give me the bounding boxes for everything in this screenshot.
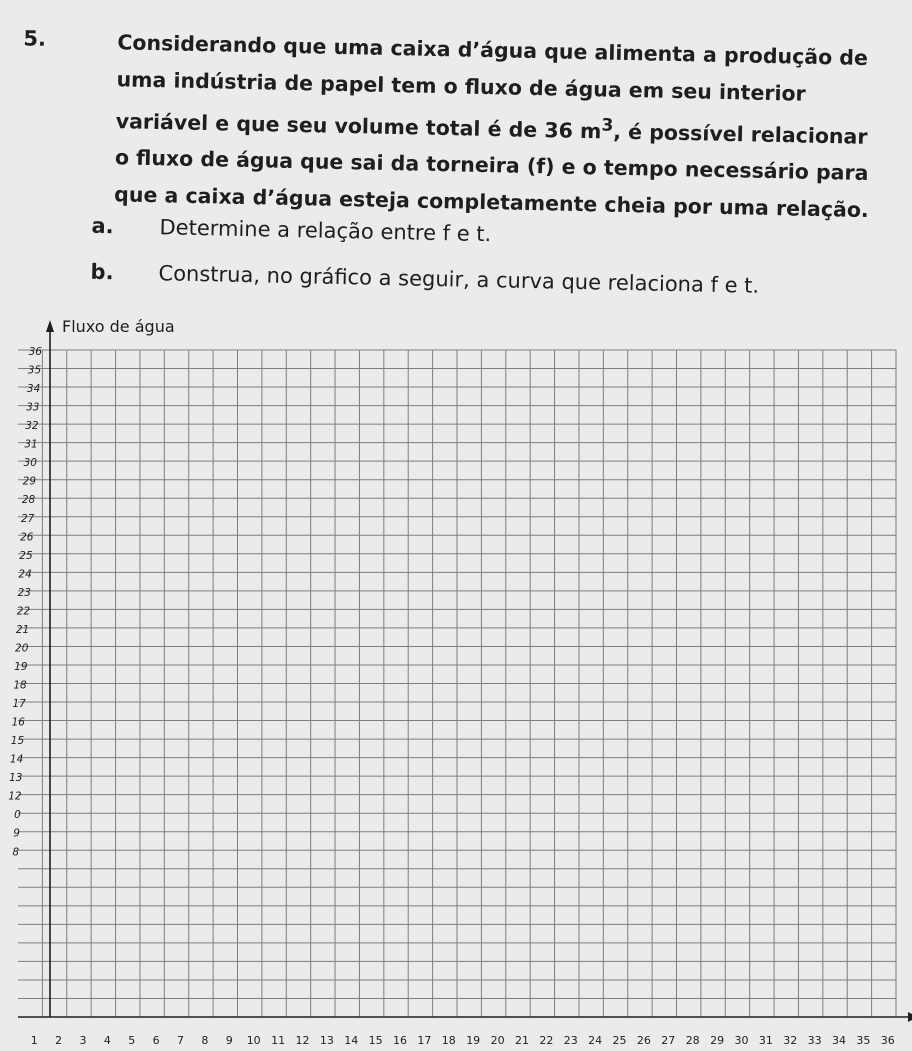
y-tick-label: 9 (13, 827, 20, 840)
y-tick-label: 17 (12, 698, 26, 711)
y-tick-label: 22 (16, 605, 31, 618)
y-axis-label: Fluxo de água (62, 317, 175, 336)
x-tick-label: 15 (368, 1034, 383, 1047)
y-tick-label: 12 (8, 790, 22, 803)
item-a-letter: a. (91, 213, 114, 239)
x-tick-label: 26 (636, 1034, 651, 1047)
y-tick-label: 34 (26, 383, 41, 396)
y-tick-label: 36 (28, 346, 42, 358)
x-tick-label: 16 (393, 1034, 408, 1047)
y-tick-label: 8 (12, 846, 20, 859)
x-tick-label: 22 (539, 1034, 554, 1047)
x-tick-label: 32 (783, 1034, 798, 1047)
y-tick-label: 24 (18, 568, 32, 581)
y-tick-label: 16 (11, 716, 25, 729)
y-tick-label: 15 (10, 735, 25, 748)
x-tick-label: 18 (441, 1034, 456, 1047)
x-tick-label: 28 (685, 1034, 700, 1047)
y-tick-label: 29 (22, 475, 37, 488)
y-tick-label: 19 (14, 660, 28, 673)
x-tick-label: 1 (30, 1034, 38, 1047)
x-tick-label: 24 (588, 1034, 603, 1047)
x-tick-label: 12 (295, 1034, 310, 1047)
x-tick-label: 34 (832, 1034, 847, 1047)
x-tick-label: 8 (201, 1034, 209, 1047)
y-tick-label: 30 (23, 457, 37, 470)
item-a-text: Determine a relação entre f e t. (159, 215, 492, 247)
y-tick-label: 27 (20, 512, 35, 525)
x-tick-label: 25 (612, 1034, 627, 1047)
x-tick-label: 35 (856, 1034, 871, 1047)
y-axis-arrow (46, 320, 54, 332)
x-tick-label: 27 (661, 1034, 676, 1047)
x-tick-label: 31 (758, 1034, 773, 1047)
question-number: 5. (23, 26, 47, 51)
x-tick-label: 36 (880, 1034, 895, 1047)
x-tick-label: 33 (807, 1034, 822, 1047)
y-tick-labels (8, 346, 42, 858)
y-tick-label: 32 (25, 420, 39, 433)
x-tick-label: 20 (490, 1034, 505, 1047)
x-tick-label: 10 (246, 1034, 261, 1047)
item-b-letter: b. (90, 259, 114, 285)
x-axis-arrow (908, 1012, 912, 1022)
y-tick-label: 0 (14, 809, 21, 822)
x-tick-label: 14 (344, 1034, 359, 1047)
x-tick-label: 11 (271, 1034, 286, 1047)
x-tick-label: 19 (466, 1034, 481, 1047)
statement-part-1: Considerando que uma caixa d’água que alimenta a produção de uma indústria de papel tem o fluxo de água em seu interior variável e que seu volume total é de (115, 30, 869, 143)
x-tick-label: 7 (177, 1034, 185, 1047)
volume-exponent: 3 (601, 115, 614, 136)
y-tick-label: 20 (15, 642, 29, 655)
x-tick-label: 29 (710, 1034, 725, 1047)
y-tick-label: 33 (26, 401, 40, 414)
volume-unit: m (579, 118, 602, 144)
x-tick-label: 2 (55, 1034, 63, 1047)
y-tick-label: 14 (9, 753, 24, 766)
statement-part-2: , é possível relacionar o fluxo de água que sai da torneira (f) e o tempo necessário para que a caixa d’água esteja completamente cheia por uma relação. (113, 119, 869, 222)
y-tick-label: 21 (15, 623, 30, 636)
x-tick-label: 4 (103, 1034, 111, 1047)
y-tick-label: 26 (20, 531, 34, 544)
x-tick-label: 17 (417, 1034, 432, 1047)
y-tick-label: 18 (13, 679, 27, 692)
x-tick-label: 23 (563, 1034, 578, 1047)
x-tick-label: 5 (128, 1034, 136, 1047)
y-tick-label: 23 (17, 586, 31, 599)
y-tick-label: 13 (9, 772, 23, 785)
x-tick-label: 6 (152, 1034, 160, 1047)
x-tick-label: 13 (319, 1034, 334, 1047)
item-b-text: Construa, no gráfico a seguir, a curva que relaciona f e t. (158, 261, 760, 298)
x-tick-label: 3 (79, 1034, 87, 1047)
y-tick-label: 25 (19, 549, 33, 562)
x-tick-label: 9 (225, 1034, 233, 1047)
x-tick-label: 21 (514, 1034, 529, 1047)
y-tick-label: 35 (27, 364, 42, 377)
x-tick-label: 30 (734, 1034, 749, 1047)
y-tick-label: 28 (21, 494, 36, 507)
x-tick-labels (31, 1034, 895, 1047)
y-tick-label: 31 (24, 438, 38, 451)
volume-value: 36 (544, 118, 574, 143)
